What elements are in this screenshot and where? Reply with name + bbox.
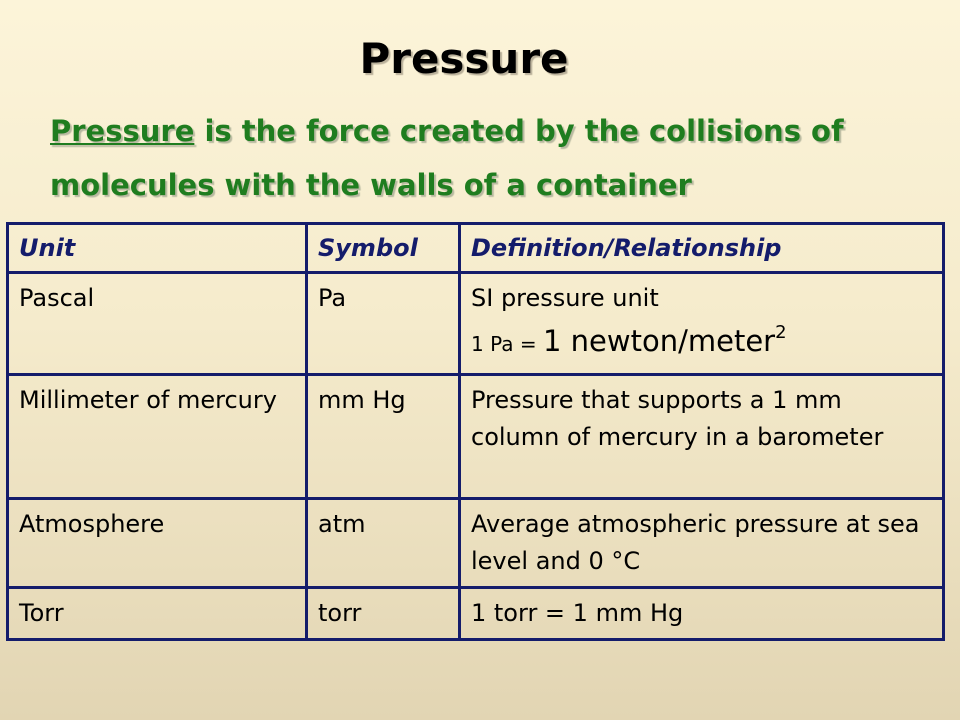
cell-definition: 1 torr = 1 mm Hg xyxy=(460,588,944,640)
cell-symbol: mm Hg xyxy=(307,375,460,499)
relation-value xyxy=(543,324,787,358)
pascal-relation xyxy=(471,323,932,363)
pressure-units-table xyxy=(6,222,945,641)
pressure-definition xyxy=(50,104,910,212)
table-row xyxy=(8,499,944,588)
header-symbol: Symbol xyxy=(307,224,460,273)
table-header-row xyxy=(8,224,944,273)
cell-unit: Pascal xyxy=(8,273,307,375)
header-unit: Unit xyxy=(8,224,307,273)
slide-title: Pressure xyxy=(359,34,569,83)
table-row xyxy=(8,588,944,640)
cell-symbol: atm xyxy=(307,499,460,588)
cell-symbol: torr xyxy=(307,588,460,640)
cell-definition: Pressure that supports a 1 mm column of mercury in a barometer xyxy=(460,375,944,499)
relation-exponent: 2 xyxy=(775,322,787,343)
cell-unit: Torr xyxy=(8,588,307,640)
definition-text: SI pressure unit xyxy=(471,284,659,312)
relation-prefix: 1 Pa = xyxy=(471,332,543,356)
pressure-definition-text: is the force created by the collisions of molecules with the walls of a container xyxy=(50,114,844,202)
cell-unit: Millimeter of mercury xyxy=(8,375,307,499)
cell-unit: Atmosphere xyxy=(8,499,307,588)
relation-value-text: 1 newton/meter xyxy=(542,324,776,358)
header-definition: Definition/Relationship xyxy=(460,224,944,273)
pressure-term: Pressure xyxy=(50,114,195,148)
cell-definition xyxy=(460,273,944,375)
table-row xyxy=(8,273,944,375)
table-row xyxy=(8,375,944,499)
cell-symbol: Pa xyxy=(307,273,460,375)
cell-definition: Average atmospheric pressure at sea level and 0 °C xyxy=(460,499,944,588)
